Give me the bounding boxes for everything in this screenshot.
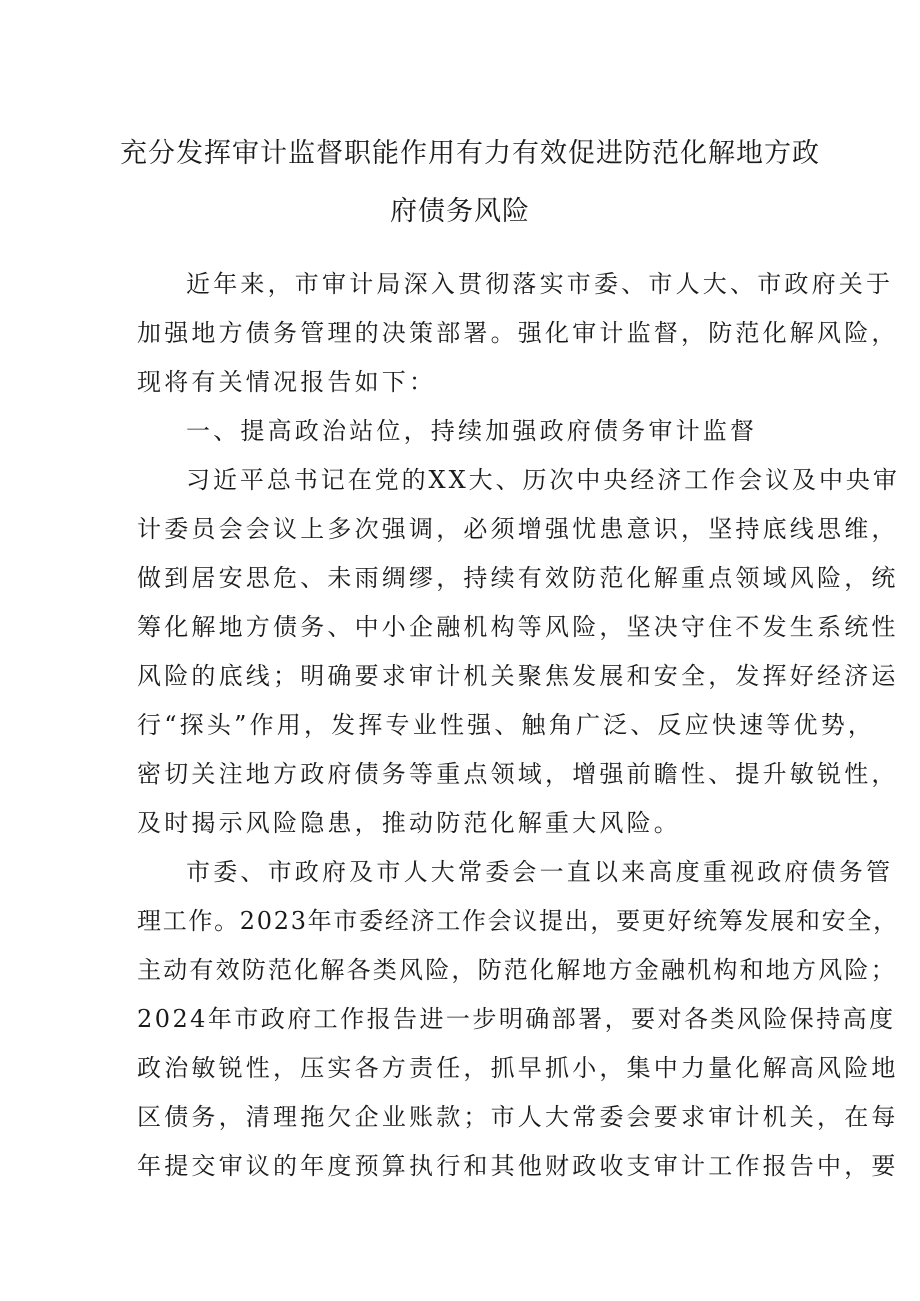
paragraph-2-line-7: 密切关注地方政府债务等重点领域，增强前瞻性、提升敏锐性， [137, 760, 899, 788]
paragraph-2-line-5: 风险的底线；明确要求审计机关聚焦发展和安全，发挥好经济运 [137, 662, 899, 690]
paragraph-2-line-4: 筹化解地方债务、中小企融机构等风险，坚决守住不发生系统性 [137, 613, 899, 641]
paragraph-2-line-3: 做到居安思危、未雨绸缪，持续有效防范化解重点领域风险，统 [137, 564, 899, 592]
paragraph-3-line-1: 市委、市政府及市人大常委会一直以来高度重视政府债务管 [186, 858, 894, 886]
paragraph-2-line-2: 计委员会会议上多次强调，必须增强忧患意识，坚持底线思维， [137, 515, 899, 543]
document-title-line-1: 充分发挥审计监督职能作用有力有效促进防范化解地方政 [120, 138, 820, 169]
paragraph-3-line-4: 2024年市政府工作报告进一步明确部署，要对各类风险保持高度 [137, 1005, 896, 1033]
paragraph-2-line-1: 习近平总书记在党的XX大、历次中央经济工作会议及中央审 [186, 466, 900, 494]
paragraph-2-line-6: 行“探头”作用，发挥专业性强、触角广泛、反应快速等优势， [137, 711, 876, 739]
paragraph-1-line-1: 近年来，市审计局深入贯彻落实市委、市人大、市政府关于 [186, 270, 894, 298]
paragraph-1-line-3: 现将有关情况报告如下： [137, 368, 437, 396]
paragraph-1-line-2: 加强地方债务管理的决策部署。强化审计监督，防范化解风险， [137, 319, 899, 347]
paragraph-3-line-7: 年提交审议的年度预算执行和其他财政收支审计工作报告中，要 [137, 1152, 899, 1180]
paragraph-3-line-3: 主动有效防范化解各类风险，防范化解地方金融机构和地方风险； [137, 956, 897, 984]
section-heading-1: 一、提高政治站位，持续加强政府债务审计监督 [186, 417, 758, 445]
paragraph-3-line-6: 区债务，清理拖欠企业账款；市人大常委会要求审计机关，在每 [137, 1103, 899, 1131]
paragraph-3-line-5: 政治敏锐性，压实各方责任，抓早抓小，集中力量化解高风险地 [137, 1054, 899, 1082]
paragraph-2-line-8: 及时揭示风险隐患，推动防范化解重大风险。 [137, 809, 681, 837]
paragraph-3-line-2: 理工作。2023年市委经济工作会议提出，要更好统筹发展和安全， [137, 907, 899, 935]
document-title-line-2: 府债务风险 [390, 196, 530, 227]
